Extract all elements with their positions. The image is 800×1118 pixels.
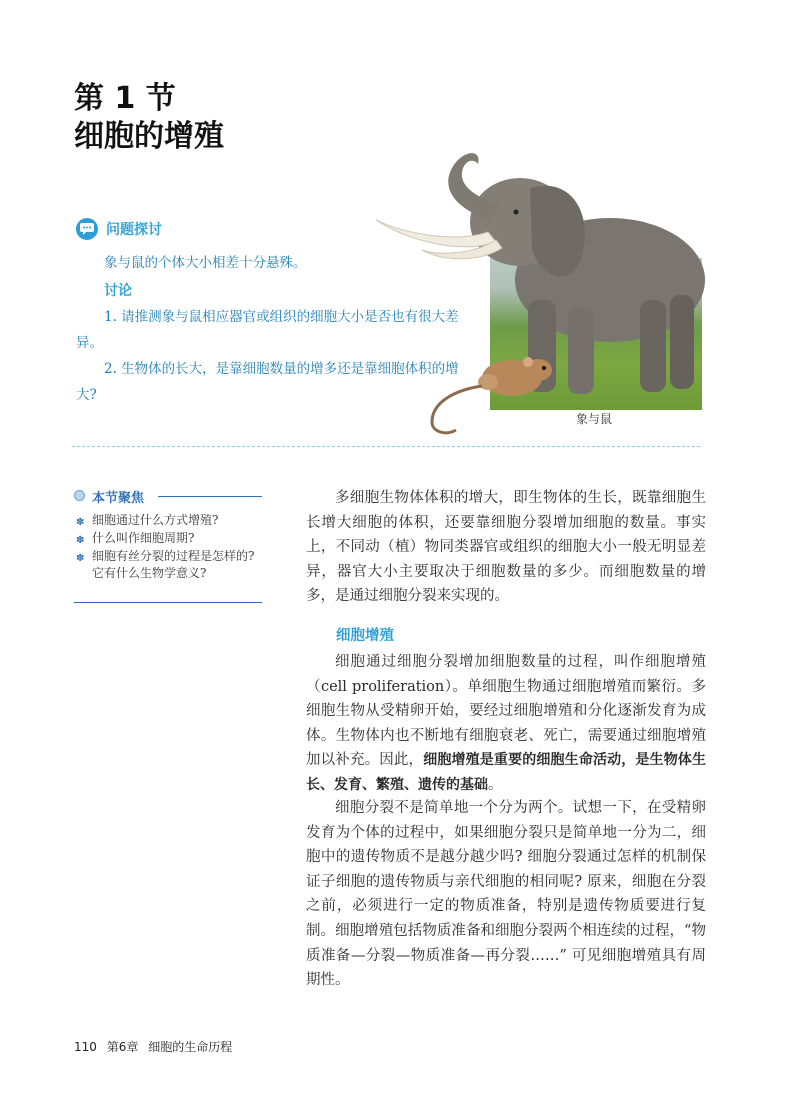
focus-bottom-rule xyxy=(74,602,262,603)
bullet-icon: ✽ xyxy=(76,553,85,564)
list-item xyxy=(74,530,262,547)
discussion-question-1: 1. 请推测象与鼠相应器官或组织的细胞大小是否也有很大差异。 xyxy=(76,309,459,351)
focus-label: 本节聚焦 xyxy=(92,491,145,506)
figure-caption: 象与鼠 xyxy=(576,412,613,426)
page-number: 110 xyxy=(74,1040,97,1054)
paragraph-2-end: 。 xyxy=(488,776,503,793)
bullet-icon: ✽ xyxy=(76,535,85,546)
focus-item-text: 细胞通过什么方式增殖? xyxy=(92,513,219,527)
body-paragraph-1: 多细胞生物体体积的增大，即生物体的生长，既靠细胞生长增大细胞的体积，还要靠细胞分裂增加细胞的数量。事实上，不同动（植）物同类器官或组织的细胞大小一般无明显差异，器官大小主要取决于细胞数量的多少。而细胞数量的增多，是通过细胞分裂来实现的。 xyxy=(306,490,706,605)
focus-dot-icon xyxy=(74,490,85,501)
paragraph-2-text: 细胞通过细胞分裂增加细胞数量的过程，叫作细胞增殖（cell proliferation）。单细胞生物通过细胞增殖而繁衍。多细胞生物从受精卵开始，要经过细胞增殖和分化逐渐发育为成体。生物体内也不断地有细胞衰老、死亡，需要通过细胞增殖加以补充。因此， xyxy=(306,654,706,769)
focus-header-rule xyxy=(158,496,262,497)
discussion-subhead: 讨论 xyxy=(104,283,132,299)
chapter-title: 细胞的生命历程 xyxy=(148,1040,233,1054)
body-paragraph-3: 细胞分裂不是简单地一个分为两个。试想一下，在受精卵发育为个体的过程中，如果细胞分裂只是简单地一分为二，细胞中的遗传物质不是越分越少吗? 细胞分裂通过怎样的机制保证子细胞的遗传物质与亲代细胞的相同呢? 原来，细胞在分裂之前，必须进行一定的物质准备，特别是遗传物质要进行复制。细胞增殖包括物质准备和细胞分裂两个相连续的过程，“物质准备—分裂—物质准备—再分裂……” 可见细胞增殖具有周期性。 xyxy=(306,800,706,989)
focus-header xyxy=(74,487,262,505)
list-item xyxy=(74,548,262,582)
subsection-heading: 细胞增殖 xyxy=(336,628,394,644)
focus-item-text: 细胞有丝分裂的过程是怎样的? 它有什么生物学意义? xyxy=(92,549,255,580)
discussion-question-2: 2. 生物体的长大，是靠细胞数量的增多还是靠细胞体积的增大? xyxy=(76,361,459,403)
bullet-icon: ✽ xyxy=(76,517,85,528)
focus-list xyxy=(74,512,262,583)
section-number: 第 1 节 xyxy=(74,81,176,116)
section-heading: 细胞的增殖 xyxy=(74,118,224,154)
section-title xyxy=(74,80,224,155)
discussion-label: 问题探讨 xyxy=(106,222,162,238)
body-paragraph-2 xyxy=(306,650,706,798)
discussion-intro: 象与鼠的个体大小相差十分悬殊。 xyxy=(104,255,307,271)
key-statement: 细胞增殖是重要的细胞生命活动，是生物体生长、发育、繁殖、遗传的基础 xyxy=(306,752,707,793)
page-footer xyxy=(74,1038,238,1055)
chapter-number: 第6章 xyxy=(106,1040,139,1054)
focus-item-text: 什么叫作细胞周期? xyxy=(92,531,195,545)
chat-bubble-icon xyxy=(76,218,98,240)
list-item xyxy=(74,512,262,529)
section-divider xyxy=(72,446,700,447)
